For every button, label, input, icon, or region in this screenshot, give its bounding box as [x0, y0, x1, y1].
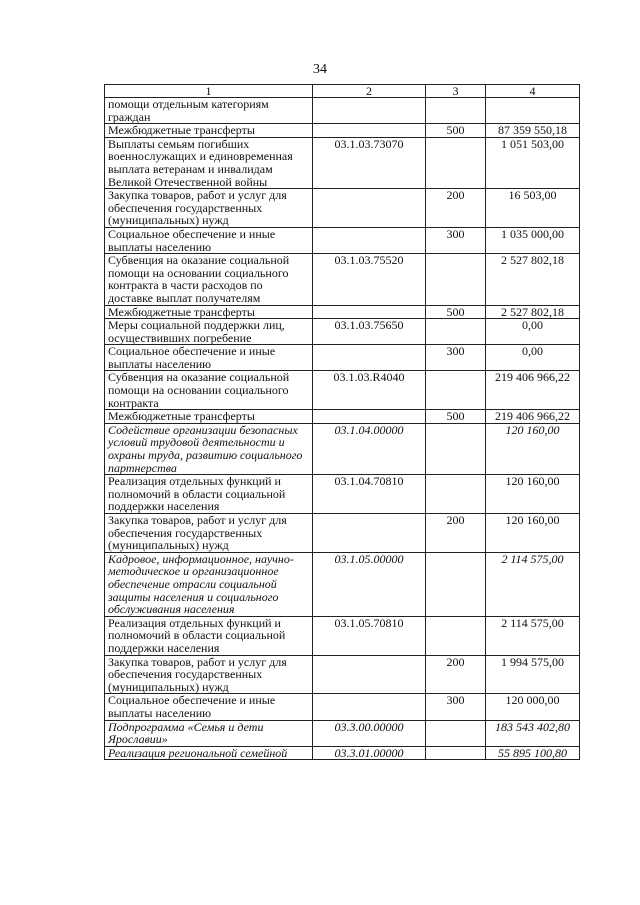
row-amount-cell: 120 000,00: [486, 694, 580, 720]
table-row: [105, 124, 580, 138]
table-row: [105, 746, 580, 760]
row-amount-cell: 55 895 100,80: [486, 746, 580, 760]
row-name-cell: Социальное обеспечение и иные выплаты населению: [105, 345, 313, 371]
row-type-cell: 300: [426, 694, 486, 720]
row-type-cell: 200: [426, 655, 486, 694]
row-code-cell: 03.1.05.70810: [313, 616, 426, 655]
table-row: [105, 345, 580, 371]
row-code-cell: [313, 514, 426, 553]
row-type-cell: [426, 254, 486, 305]
row-name-cell: Реализация отдельных функций и полномочий в области социальной поддержки населения: [105, 616, 313, 655]
row-name-cell: Субвенция на оказание социальной помощи на основании социального контракта в части расходов по доставке выплат получателям: [105, 254, 313, 305]
row-name-cell: Закупка товаров, работ и услуг для обеспечения государственных (муниципальных) нужд: [105, 514, 313, 553]
row-type-cell: 500: [426, 410, 486, 424]
row-code-cell: 03.1.03.75650: [313, 319, 426, 345]
row-name-cell: Выплаты семьям погибших военнослужащих и единовременная выплата ветеранам и инвалидам Великой Отечественной войны: [105, 137, 313, 188]
table-row: [105, 98, 580, 124]
row-code-cell: [313, 655, 426, 694]
table-row: [105, 423, 580, 474]
row-type-cell: [426, 423, 486, 474]
row-type-cell: [426, 475, 486, 514]
row-amount-cell: 120 160,00: [486, 475, 580, 514]
row-name-cell: Межбюджетные трансферты: [105, 410, 313, 424]
row-type-cell: 500: [426, 305, 486, 319]
row-amount-cell: 1 051 503,00: [486, 137, 580, 188]
row-name-cell: Социальное обеспечение и иные выплаты населению: [105, 694, 313, 720]
row-amount-cell: 0,00: [486, 345, 580, 371]
row-code-cell: [313, 410, 426, 424]
row-amount-cell: 2 527 802,18: [486, 254, 580, 305]
row-name-cell: Содействие организации безопасных условий трудовой деятельности и охраны труда, развитию социального партнерства: [105, 423, 313, 474]
row-code-cell: 03.1.03.R4040: [313, 371, 426, 410]
row-code-cell: 03.1.05.00000: [313, 552, 426, 616]
row-code-cell: 03.1.04.00000: [313, 423, 426, 474]
row-amount-cell: 120 160,00: [486, 514, 580, 553]
row-type-cell: [426, 552, 486, 616]
budget-table: [104, 84, 580, 760]
table-row: [105, 189, 580, 228]
row-amount-cell: 219 406 966,22: [486, 410, 580, 424]
table-row: [105, 475, 580, 514]
row-code-cell: 03.3.01.00000: [313, 746, 426, 760]
row-code-cell: [313, 227, 426, 253]
row-type-cell: [426, 319, 486, 345]
row-name-cell: Реализация региональной семейной: [105, 746, 313, 760]
row-type-cell: [426, 616, 486, 655]
budget-table-body: [105, 85, 580, 760]
row-code-cell: [313, 124, 426, 138]
row-amount-cell: 16 503,00: [486, 189, 580, 228]
row-code-cell: [313, 694, 426, 720]
row-name-cell: Реализация отдельных функций и полномочий в области социальной поддержки населения: [105, 475, 313, 514]
row-code-cell: 03.1.03.73070: [313, 137, 426, 188]
table-row: [105, 137, 580, 188]
row-type-cell: 500: [426, 124, 486, 138]
row-amount-cell: [486, 98, 580, 124]
row-code-cell: 03.1.03.75520: [313, 254, 426, 305]
row-name-cell: Закупка товаров, работ и услуг для обеспечения государственных (муниципальных) нужд: [105, 655, 313, 694]
table-row: [105, 410, 580, 424]
row-amount-cell: 183 543 402,80: [486, 720, 580, 746]
row-amount-cell: 219 406 966,22: [486, 371, 580, 410]
row-name-cell: Социальное обеспечение и иные выплаты населению: [105, 227, 313, 253]
row-code-cell: [313, 345, 426, 371]
row-type-cell: [426, 746, 486, 760]
table-row: [105, 227, 580, 253]
row-name-cell: Меры социальной поддержки лиц, осуществивших погребение: [105, 319, 313, 345]
row-name-cell: Межбюджетные трансферты: [105, 124, 313, 138]
table-row: [105, 655, 580, 694]
table-row: [105, 694, 580, 720]
row-code-cell: [313, 98, 426, 124]
table-header-row: [105, 85, 580, 98]
row-code-cell: [313, 189, 426, 228]
row-type-cell: 200: [426, 514, 486, 553]
table-row: [105, 514, 580, 553]
column-header-3: 3: [426, 85, 486, 98]
row-name-cell: Кадровое, информационное, научно-методическое и организационное обеспечение отрасли социальной защиты населения и социального обслуживания населения: [105, 552, 313, 616]
row-type-cell: [426, 98, 486, 124]
row-name-cell: Закупка товаров, работ и услуг для обеспечения государственных (муниципальных) нужд: [105, 189, 313, 228]
row-code-cell: [313, 305, 426, 319]
row-amount-cell: 87 359 550,18: [486, 124, 580, 138]
row-name-cell: помощи отдельным категориям граждан: [105, 98, 313, 124]
table-row: [105, 371, 580, 410]
row-type-cell: [426, 371, 486, 410]
row-amount-cell: 2 114 575,00: [486, 616, 580, 655]
row-type-cell: 300: [426, 345, 486, 371]
row-amount-cell: 2 527 802,18: [486, 305, 580, 319]
table-row: [105, 319, 580, 345]
row-name-cell: Межбюджетные трансферты: [105, 305, 313, 319]
row-amount-cell: 0,00: [486, 319, 580, 345]
column-header-4: 4: [486, 85, 580, 98]
column-header-2: 2: [313, 85, 426, 98]
page-number: 34: [313, 62, 327, 77]
table-row: [105, 305, 580, 319]
row-name-cell: Субвенция на оказание социальной помощи на основании социального контракта: [105, 371, 313, 410]
column-header-1: 1: [105, 85, 313, 98]
row-type-cell: 200: [426, 189, 486, 228]
row-amount-cell: 1 994 575,00: [486, 655, 580, 694]
row-name-cell: Подпрограмма «Семья и дети Ярославии»: [105, 720, 313, 746]
row-code-cell: 03.1.04.70810: [313, 475, 426, 514]
row-type-cell: 300: [426, 227, 486, 253]
row-amount-cell: 2 114 575,00: [486, 552, 580, 616]
table-row: [105, 552, 580, 616]
row-type-cell: [426, 137, 486, 188]
table-row: [105, 254, 580, 305]
row-amount-cell: 120 160,00: [486, 423, 580, 474]
row-code-cell: 03.3.00.00000: [313, 720, 426, 746]
table-row: [105, 616, 580, 655]
row-amount-cell: 1 035 000,00: [486, 227, 580, 253]
table-row: [105, 720, 580, 746]
row-type-cell: [426, 720, 486, 746]
